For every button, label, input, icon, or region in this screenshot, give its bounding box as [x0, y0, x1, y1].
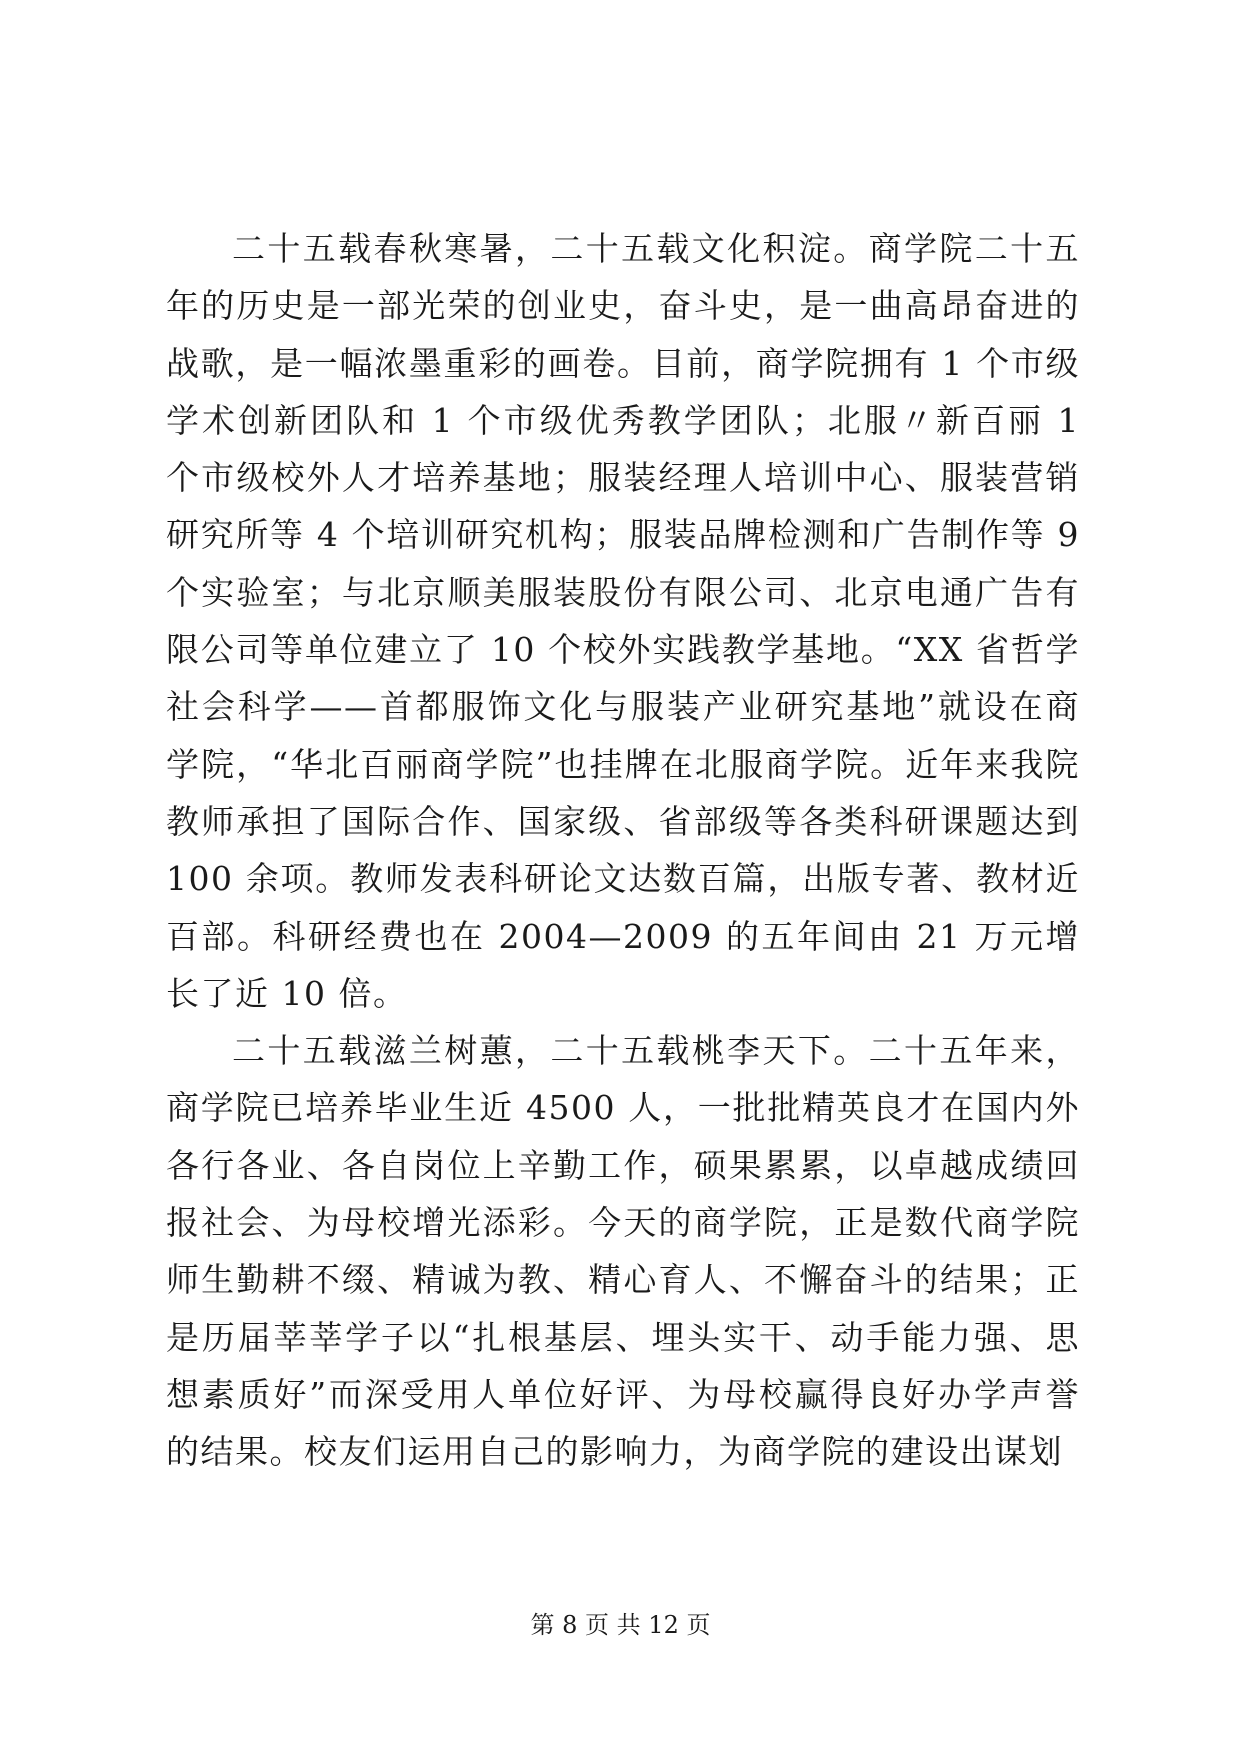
paragraph-history: 二十五载春秋寒暑，二十五载文化积淀。商学院二十五年的历史是一部光荣的创业史，奋斗史，是一曲高昂奋进的战歌，是一幅浓墨重彩的画卷。目前，商学院拥有 1 个市级学术创新团队和 1 个市级优秀教学团队；北服〃新百丽 1 个市级校外人才培养基地；服装经理人培训中心、服装营销研究所等 4 个培训研究机构；服装品牌检测和广告制作等 9 个实验室；与北京顺美服装股份有限公司、北京电通广告有限公司等单位建立了 10 个校外实践教学基地。“XX 省哲学社会科学——首都服饰文化与服装产业研究基地”就设在商学院，“华北百丽商学院”也挂牌在北服商学院。近年来我院教师承担了国际合作、国家级、省部级等各类科研课题达到 100 余项。教师发表科研论文达数百篇，出版专著、教材近百部。科研经费也在 2004—2009 的五年间由 21 万元增长了近 10 倍。 [166, 229, 1080, 1013]
paragraph-graduates: 二十五载滋兰树蕙，二十五载桃李天下。二十五年来，商学院已培养毕业生近 4500 人，一批批精英良才在国内外各行各业、各自岗位上辛勤工作，硕果累累，以卓越成绩回报社会、为母校增光添彩。今天的商学院，正是数代商学院师生勤耕不缀、精诚为教、精心育人、不懈奋斗的结果；正是历届莘莘学子以“扎根基层、埋头实干、动手能力强、思想素质好”而深受用人单位好评、为母校赢得良好办学声誉的结果。校友们运用自己的影响力，为商学院的建设出谋划 [166, 1031, 1080, 1472]
document-body [166, 220, 1080, 1481]
page-number-footer: 第 8 页 共 12 页 [530, 1611, 711, 1639]
